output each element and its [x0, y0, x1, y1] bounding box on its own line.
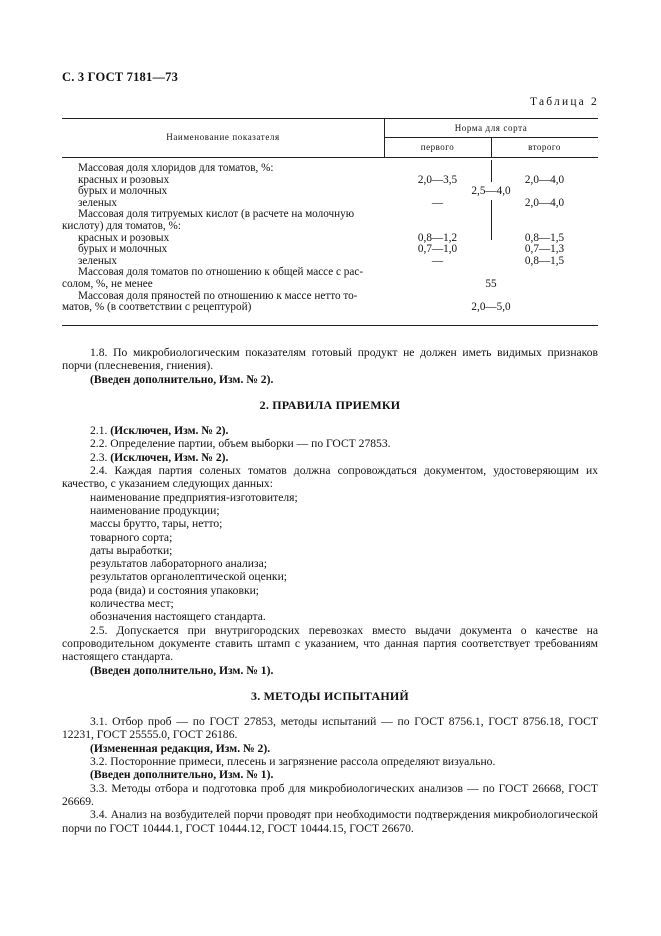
- row-label: Массовая доля хлоридов для томатов, %:: [78, 162, 274, 174]
- clause-number: 2.3.: [90, 450, 108, 464]
- value-both-grades: 55: [485, 277, 497, 290]
- list-item: массы брутто, тары, нетто;: [90, 517, 223, 531]
- row-label: Массовая доля пряностей по отношению к массе нетто то-: [78, 289, 358, 302]
- value-second-grade: 0,8—1,5: [524, 231, 565, 244]
- paragraph-3-4: 3.4. Анализ на возбудителей порчи проводят при необходимости подтверждения микробиологической порчи по ГОСТ 10444.1, ГОСТ 10444.12, ГОСТ 10444.15, ГОСТ 26670.: [62, 808, 598, 835]
- amendment-note: (Введен дополнительно, Изм. № 2).: [90, 372, 274, 386]
- column-header-first: первого: [420, 142, 455, 152]
- row-label: красных и розовых: [78, 231, 170, 244]
- list-item: наименование предприятия-изготовителя;: [90, 490, 298, 504]
- list-item: рода (вида) и состояния упаковки;: [90, 583, 260, 597]
- table-row: [62, 302, 598, 314]
- value-first-grade: 0,8—1,2: [417, 231, 458, 244]
- list-item: количества мест;: [90, 597, 174, 611]
- list-item: наименование продукции;: [90, 503, 220, 517]
- value-first-grade: —: [431, 254, 444, 267]
- row-label: Массовая доля титруемых кислот (в расчете на молочную: [78, 208, 355, 221]
- list-item: результатов лабораторного анализа;: [90, 557, 267, 571]
- paragraph-2-3: [62, 451, 598, 464]
- row-label: Массовая доля томатов по отношению к общей массе с рас-: [78, 266, 364, 279]
- table-body: [62, 163, 598, 314]
- section-heading-2: 2. ПРАВИЛА ПРИЕМКИ: [259, 397, 401, 412]
- amendment-note: (Измененная редакция, Изм. № 2).: [90, 741, 271, 755]
- table-bottom-rule: [62, 325, 598, 326]
- section-heading-3: 3. МЕТОДЫ ИСПЫТАНИЙ: [251, 688, 409, 703]
- column-header-norm: Норма для сорта: [454, 123, 528, 133]
- value-first-grade: —: [431, 196, 444, 209]
- value-second-grade: 0,7—1,3: [524, 243, 565, 256]
- table-header-rule: [62, 157, 598, 158]
- paragraph-3-1: 3.1. Отбор проб — по ГОСТ 27853, методы испытаний — по ГОСТ 8756.1, ГОСТ 8756.18, ГОСТ 12231, ГОСТ 25555.0, ГОСТ 26186.: [62, 715, 598, 742]
- table-row: [62, 244, 598, 256]
- table-row: [62, 186, 598, 198]
- value-first-grade: 2,0—3,5: [417, 173, 458, 186]
- requirements-list: [62, 491, 598, 624]
- value-both-grades: 2,5—4,0: [471, 185, 511, 198]
- paragraph-3-3: 3.3. Методы отбора и подготовка проб для микробиологических анализов — по ГОСТ 26668, ГОСТ 26669.: [62, 781, 598, 808]
- column-header-name: Наименование показателя: [166, 132, 280, 142]
- row-label: матов, % (в соответствии с рецептурой): [62, 301, 252, 314]
- value-second-grade: 2,0—4,0: [524, 196, 565, 209]
- paragraph-3-2: 3.2. Посторонние примеси, плесень и загрязнение рассола определяют визуально.: [90, 755, 496, 769]
- paragraph-2-5: 2.5. Допускается при внутригородских перевозках вместо выдачи документа о качестве на сопроводительном документе ставить штамп с указанием, что данная партия соответствует требованиям настоящего стандарта.: [62, 623, 598, 664]
- table-caption: Таблица 2: [530, 96, 599, 108]
- row-label: красных и розовых: [78, 173, 170, 186]
- row-label: кислоту) для томатов, %:: [62, 219, 181, 232]
- list-item: обозначения настоящего стандарта.: [90, 610, 266, 624]
- value-second-grade: 0,8—1,5: [524, 254, 565, 267]
- amendment-note: (Исключен, Изм. № 2).: [110, 450, 229, 464]
- amendment-note: (Исключен, Изм. № 2).: [110, 424, 229, 438]
- paragraph-1-8: 1.8. По микробиологическим показателям готовый продукт не должен иметь видимых признаков порчи (плесневения, гниения).: [62, 346, 598, 373]
- value-both-grades: 2,0—5,0: [471, 301, 511, 314]
- table-row: [62, 279, 598, 291]
- row-label: зеленых: [78, 196, 118, 209]
- paragraph-2-4: 2.4. Каждая партия соленых томатов должна сопровождаться документом, удостоверяющим их качество, с указанием следующих данных:: [62, 464, 598, 491]
- row-label: зеленых: [78, 254, 118, 267]
- list-item: даты выработки;: [90, 543, 173, 557]
- paragraph-2-1: [62, 424, 598, 437]
- page-header: С. 3 ГОСТ 7181—73: [62, 70, 179, 84]
- paragraph-2-2: 2.2. Определение партии, объем выборки — по ГОСТ 27853.: [90, 437, 391, 451]
- table-row: [62, 221, 598, 233]
- row-label: солом, %, не менее: [62, 277, 153, 290]
- amendment-note: (Введен дополнительно, Изм. № 1).: [90, 768, 274, 782]
- list-item: результатов органолептической оценки;: [90, 570, 287, 584]
- row-label: бурых и молочных: [78, 243, 168, 256]
- column-header-second: второго: [528, 142, 561, 152]
- amendment-note: (Введен дополнительно, Изм. № 1).: [90, 663, 274, 677]
- clause-number: 2.1.: [90, 424, 108, 438]
- document-body: [62, 346, 598, 835]
- table-row: [62, 163, 598, 175]
- list-item: товарного сорта;: [90, 530, 173, 544]
- value-first-grade: 0,7—1,0: [417, 243, 458, 256]
- value-second-grade: 2,0—4,0: [524, 173, 565, 186]
- row-label: бурых и молочных: [78, 185, 168, 198]
